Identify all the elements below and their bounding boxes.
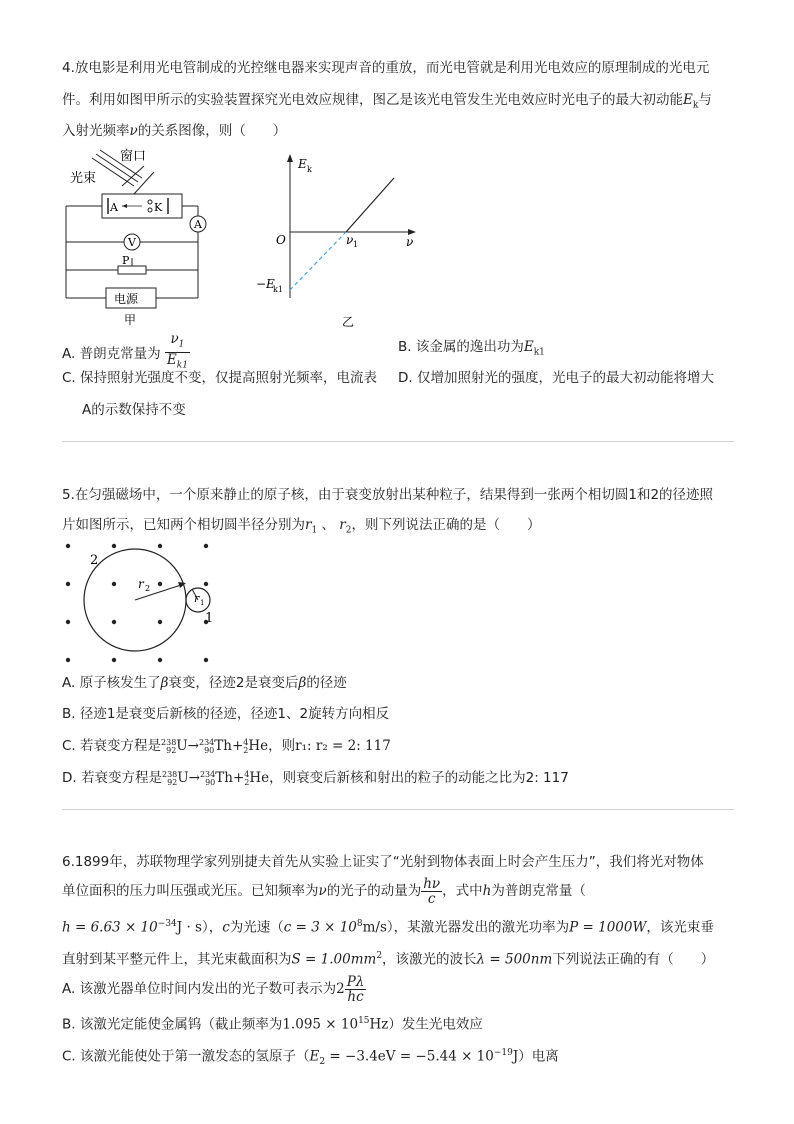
q6-stem-line3: $h = 6.63 \times 10^{-34}J \cdot s$），c为光速$(c = 3 \times 10^8m/s)$，某激光器发出的激光功率为P = 1000W，该光束垂: [62, 919, 714, 936]
divider: [62, 441, 734, 442]
radius-r1-label: r: [194, 592, 200, 605]
q6-option-b[interactable]: B. 该激光定能使金属钨（截止频率为$1.095 \times 10^{15}Hz$）发生光电效应: [62, 1016, 483, 1033]
q5-option-b[interactable]: B. 径迹1是衰变后新核的径迹，径迹1、2旋转方向相反: [62, 706, 390, 722]
radius-r2-label: r: [138, 577, 144, 591]
ek-frequency-graph: [250, 148, 420, 332]
fraction: $\frac{h\nu}{c}$: [423, 875, 441, 907]
extrapolated-line: [290, 232, 346, 290]
ammeter-label: A: [194, 218, 202, 231]
q4-option-a[interactable]: A. 普朗克常量为 $\frac{\nu_1}{E_{k1}}$: [62, 331, 188, 371]
q4-option-b[interactable]: B. 该金属的逸出功为$E_{k1}$: [398, 339, 545, 358]
power-supply-label: 电源: [114, 292, 139, 306]
decay-equation: 238 92U→234 90Th+4 2He: [161, 737, 269, 755]
fraction: $\frac{\nu_1}{E_{k1}}$: [166, 331, 188, 371]
ek-axis-label: E: [298, 157, 307, 171]
svg-text:2: 2: [145, 584, 151, 593]
svg-text:1: 1: [353, 240, 359, 249]
figure-caption-jia: 甲: [124, 313, 137, 327]
photocell-circuit-diagram: [62, 146, 222, 330]
q4-stem-line1: 4.放电影是利用光电管制成的光控继电器来实现声音的重放，而光电管就是利用光电效应的原理制成的光电元: [62, 60, 710, 76]
ek-line: [346, 178, 394, 232]
tangent-circles-diagram: [60, 538, 230, 668]
figure-caption-yi: 乙: [342, 315, 355, 329]
q5-option-c[interactable]: C. 若衰变方程是238 92U→234 90Th+4 2He，则r₁: r₂ = 2: 117: [62, 737, 391, 755]
origin-label: O: [276, 233, 286, 247]
track-label-1: 1: [205, 611, 214, 626]
q6-stem-line4: 直射到某平整元件上，其光束截面积为$S = 1.00mm^2$，该激光的波长λ = 500nm下列说法正确的有（ ）: [62, 951, 715, 968]
q5-stem-line2: 片如图所示，已知两个相切圆半径分别为$r_1$ 、 $r_2$，则下列说法正确的是（ ）: [62, 517, 541, 536]
voltmeter-label: V: [128, 236, 136, 249]
beam-label: 光束: [70, 171, 97, 186]
svg-text:k1: k1: [273, 285, 283, 294]
q4-stem-line3: 入射光频率ν的关系图像，则（ ）: [62, 123, 287, 139]
q6-stem-line2: 单位面积的压力叫压强或光压。已知频率为ν的光子的动量为 $\frac{h\nu}{c}$ ，式中h为普朗克常量（: [62, 875, 586, 907]
cathode-label: K: [154, 201, 163, 214]
decay-equation: 238 92U→234 90Th+4 2He: [161, 769, 270, 787]
slider-label: P: [122, 254, 130, 267]
neg-ek1-label: −E: [256, 277, 275, 291]
q4-stem-line2: 件。利用如图甲所示的实验装置探究光电效应规律，图乙是该光电管发生光电效应时光电子的最大初动能$E_k$与: [62, 92, 712, 111]
q6-option-a[interactable]: A. 该激光器单位时间内发出的光子数可表示为2 $\frac{P\lambda}{hc}$: [62, 973, 365, 1005]
q5-option-d[interactable]: D. 若衰变方程是238 92U→234 90Th+4 2He，则衰变后新核和射出的粒子的动能之比为2: 117: [62, 769, 569, 787]
svg-text:1: 1: [200, 599, 205, 607]
nu1-label: ν: [346, 233, 354, 247]
q4-option-d[interactable]: D. 仅增加照射光的强度，光电子的最大初动能将增大: [398, 370, 714, 386]
q4-option-c-cont: A的示数保持不变: [82, 402, 186, 418]
anode-label: A: [110, 201, 118, 214]
q6-stem-line1: 6.1899年，苏联物理学家列别捷夫首先从实验上证实了“光射到物体表面上时会产生压力”，我们将光对物体: [62, 854, 704, 870]
track-label-2: 2: [90, 553, 99, 568]
divider: [62, 809, 734, 810]
q5-option-a[interactable]: A. 原子核发生了β衰变，径迹2是衰变后β的径迹: [62, 675, 347, 691]
fraction: $\frac{P\lambda}{hc}$: [346, 973, 365, 1005]
window-label: 窗口: [120, 149, 147, 164]
q4-option-c[interactable]: C. 保持照射光强度不变，仅提高照射光频率，电流表: [62, 370, 378, 386]
rheostat-symbol: [118, 266, 146, 274]
q5-stem-line1: 5.在匀强磁场中，一个原来静止的原子核，由于衰变放射出某种粒子，结果得到一张两个相切圆1和2的径迹照: [62, 487, 714, 503]
nu-axis-label: ν: [406, 235, 414, 249]
svg-text:k: k: [307, 165, 312, 174]
q6-option-c[interactable]: C. 该激光能使处于第一激发态的氢原子$(E_2 = -3.4eV = -5.44 \times 10^{-19}J)$电离: [62, 1048, 559, 1068]
